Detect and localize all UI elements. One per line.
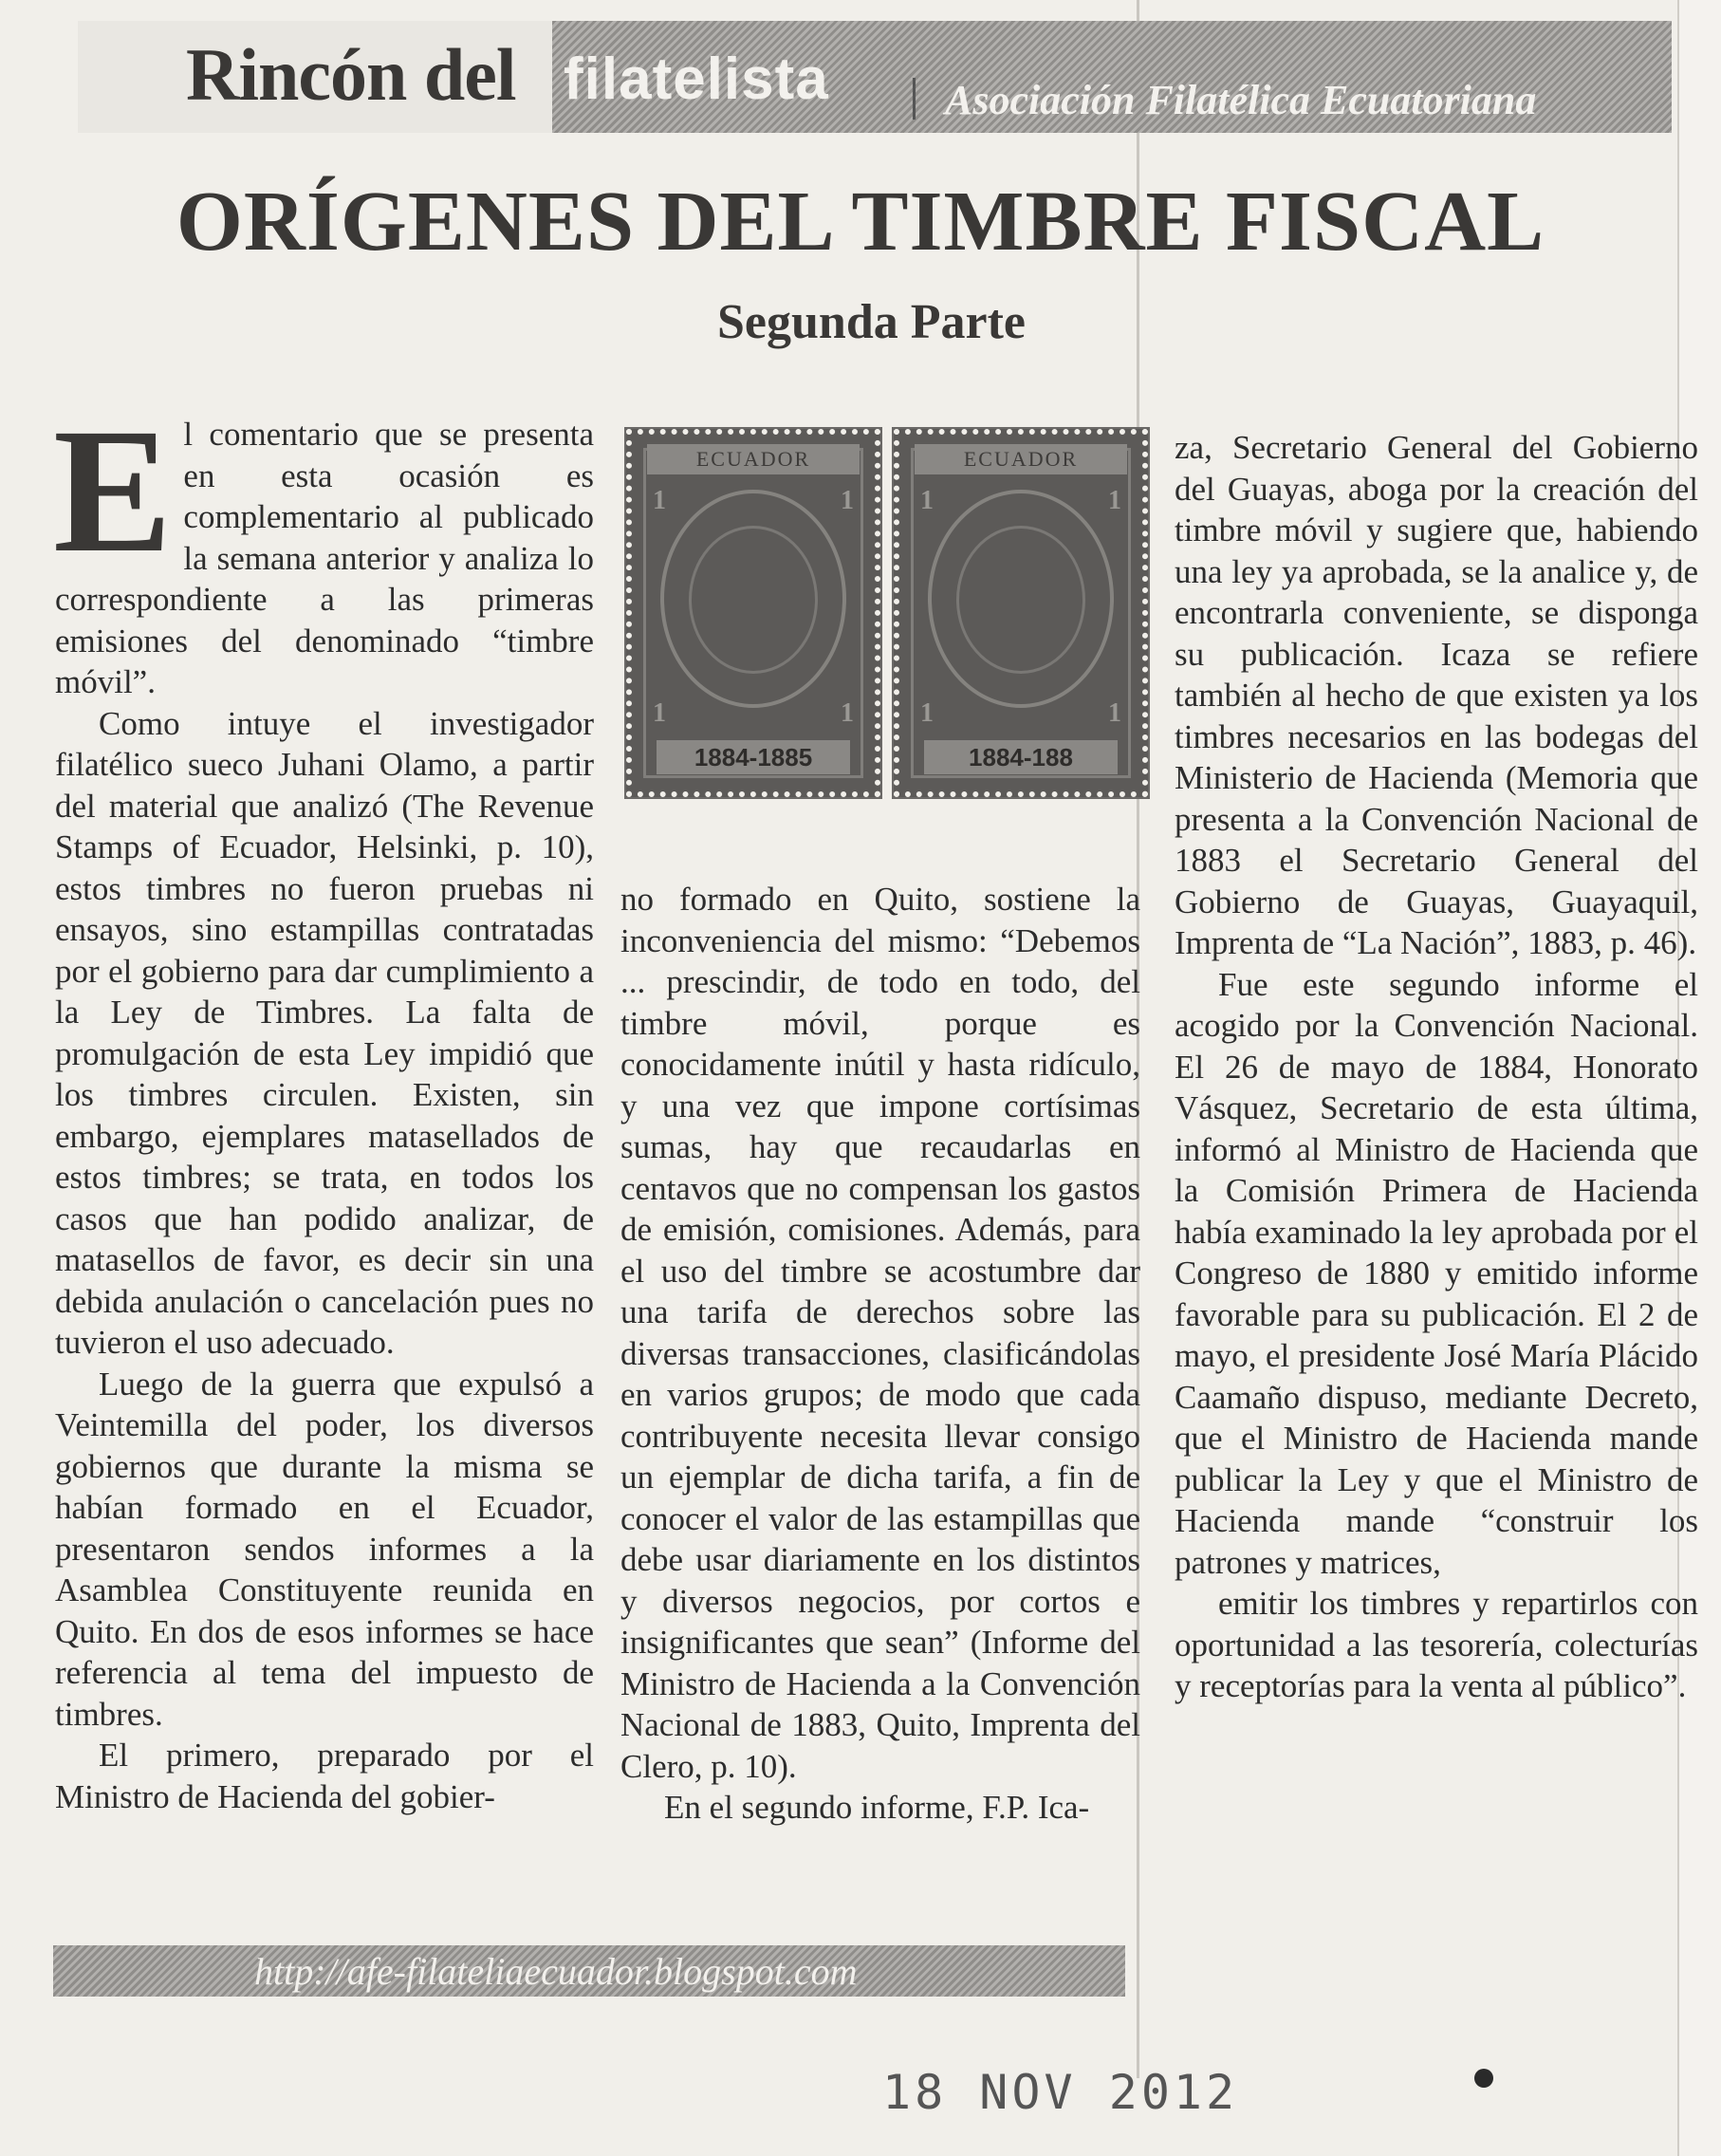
- stamp-banner: ECUADOR: [647, 444, 860, 474]
- stamp-value: 1: [653, 698, 666, 728]
- stamp-years: 1884-188: [924, 740, 1118, 774]
- stamp-value: 1: [1108, 486, 1121, 515]
- paragraph: Como intuye el investigador filatélico sueco Juhani Olamo, a partir del material que analizó (The Revenue Stamps of Ecuador, Helsinki, p. 10), estos timbres no fueron pruebas ni ensayos, sino estampillas contratadas por el gobierno para dar cumplimiento a la Ley de Timbres. La falta de promulgación de esta Ley impidió que los timbres circulen. Existen, sin embargo, ejemplares matasellados de estos timbres; se trata, en todos los casos que han podido analizar, de matasellos de favor, es decir sin una debida anulación o cancelación pues no tuvieron el uso adecuado.: [55, 704, 594, 1361]
- paragraph: l comentario que se presenta en esta ocasión es complementario al publicado la semana anterior y analiza lo correspondiente a las primeras emisiones del denominado “timbre móvil”.: [55, 416, 594, 700]
- coat-of-arms-icon: [956, 526, 1085, 674]
- blog-url: http://afe-filateliaecuador.blogspot.com: [254, 1950, 858, 1993]
- stamp-value: 1: [841, 486, 854, 515]
- stamp-value: 1: [920, 486, 934, 515]
- section-name: Rincón del: [186, 33, 516, 116]
- paragraph: El primero, preparado por el Ministro de Hacienda del gobier-: [55, 1737, 594, 1815]
- stamp-image: [894, 429, 1148, 797]
- drop-cap: E: [53, 391, 173, 589]
- paragraph: Luego de la guerra que expulsó a Veintemilla del poder, los diversos gobiernos que durante la misma se habían formado en el Ecuador, presentaron sendos informes a la Asamblea Constituyente reunida en Quito. En dos de esos informes se hace referencia al tema del impuesto de timbres.: [55, 1365, 594, 1733]
- header-divider: [913, 78, 916, 120]
- stamp-value: 1: [653, 486, 666, 515]
- paragraph: no formado en Quito, sostiene la inconveniencia del mismo: “Debemos ... prescindir, de todo en todo, del timbre móvil, porque es conocidamente inútil y hasta ridículo, y una vez que impone cortísimas sumas, hay que recaudarlas en centavos que no compensan los gastos de emisión, comisiones. Además, para el uso del timbre se acostumbre dar una tarifa de derechos sobre las diversas transacciones, clasificándolas en varios grupos; de modo que cada contribuyente necesita llevar consigo un ejemplar de dicha tarifa, a fin de conocer el valor de las estampillas que debe usar diariamente en los distintos y diversos negocios, por cortos e insignificantes que sean” (Informe del Ministro de Hacienda a la Convención Nacional de 1883, Quito, Imprenta del Clero, p. 10).: [620, 881, 1140, 1785]
- paragraph: emitir los timbres y repartirlos con oportunidad a las tesorería, colecturías y receptorías para la venta al público”.: [1175, 1585, 1698, 1704]
- date-stamp: 18 NOV 2012: [882, 2065, 1239, 2120]
- stamp-banner: ECUADOR: [915, 444, 1127, 474]
- section-name-highlight: filatelista: [564, 46, 829, 112]
- stamp-years: 1884-1885: [657, 740, 850, 774]
- paragraph: Fue este segundo informe el acogido por la Convención Nacional. El 26 de mayo de 1884, Honorato Vásquez, Secretario de esta última, informó al Ministro de Hacienda que la Comisión Primera de Hacienda había examinado la ley aprobada por el Congreso de 1880 y emitido informe favorable para su publicación. El 2 de mayo, el presidente José María Plácido Caamaño dispuso, mediante Decreto, que el Ministro de Hacienda mande publicar la Ley y que el Ministro de Hacienda mande “construir los patrones y matrices,: [1175, 965, 1698, 1581]
- article-column-1: [53, 391, 594, 1817]
- article-column-3: [1175, 427, 1698, 1707]
- association-name: Asociación Filatélica Ecuatoriana: [945, 77, 1537, 123]
- stamp-value: 1: [920, 698, 934, 728]
- paragraph: En el segundo informe, F.P. Ica-: [664, 1789, 1090, 1826]
- paragraph: za, Secretario General del Gobierno del Guayas, aboga por la creación del timbre móvil y sugiere que, habiendo una ley ya aprobada, se la analice y, de encontrarla conveniente, se disponga su publicación. Icaza se refiere también al hecho de que existen ya los timbres necesarios en las bodegas del Ministerio de Hacienda (Memoria que presenta a la Convención Nacional de 1883 el Secretario General del Gobierno de Guayas, Guayaquil, Imprenta de “La Nación”, 1883, p. 46).: [1175, 429, 1698, 961]
- stamp-value: 1: [841, 698, 854, 728]
- article-column-2: [620, 879, 1140, 1829]
- coat-of-arms-icon: [689, 526, 818, 674]
- ink-dot: [1474, 2069, 1493, 2088]
- article-title: ORÍGENES DEL TIMBRE FISCAL: [176, 175, 1545, 269]
- stamp-value: 1: [1108, 698, 1121, 728]
- article-subtitle: Segunda Parte: [717, 295, 1026, 349]
- stamp-image: [626, 429, 880, 797]
